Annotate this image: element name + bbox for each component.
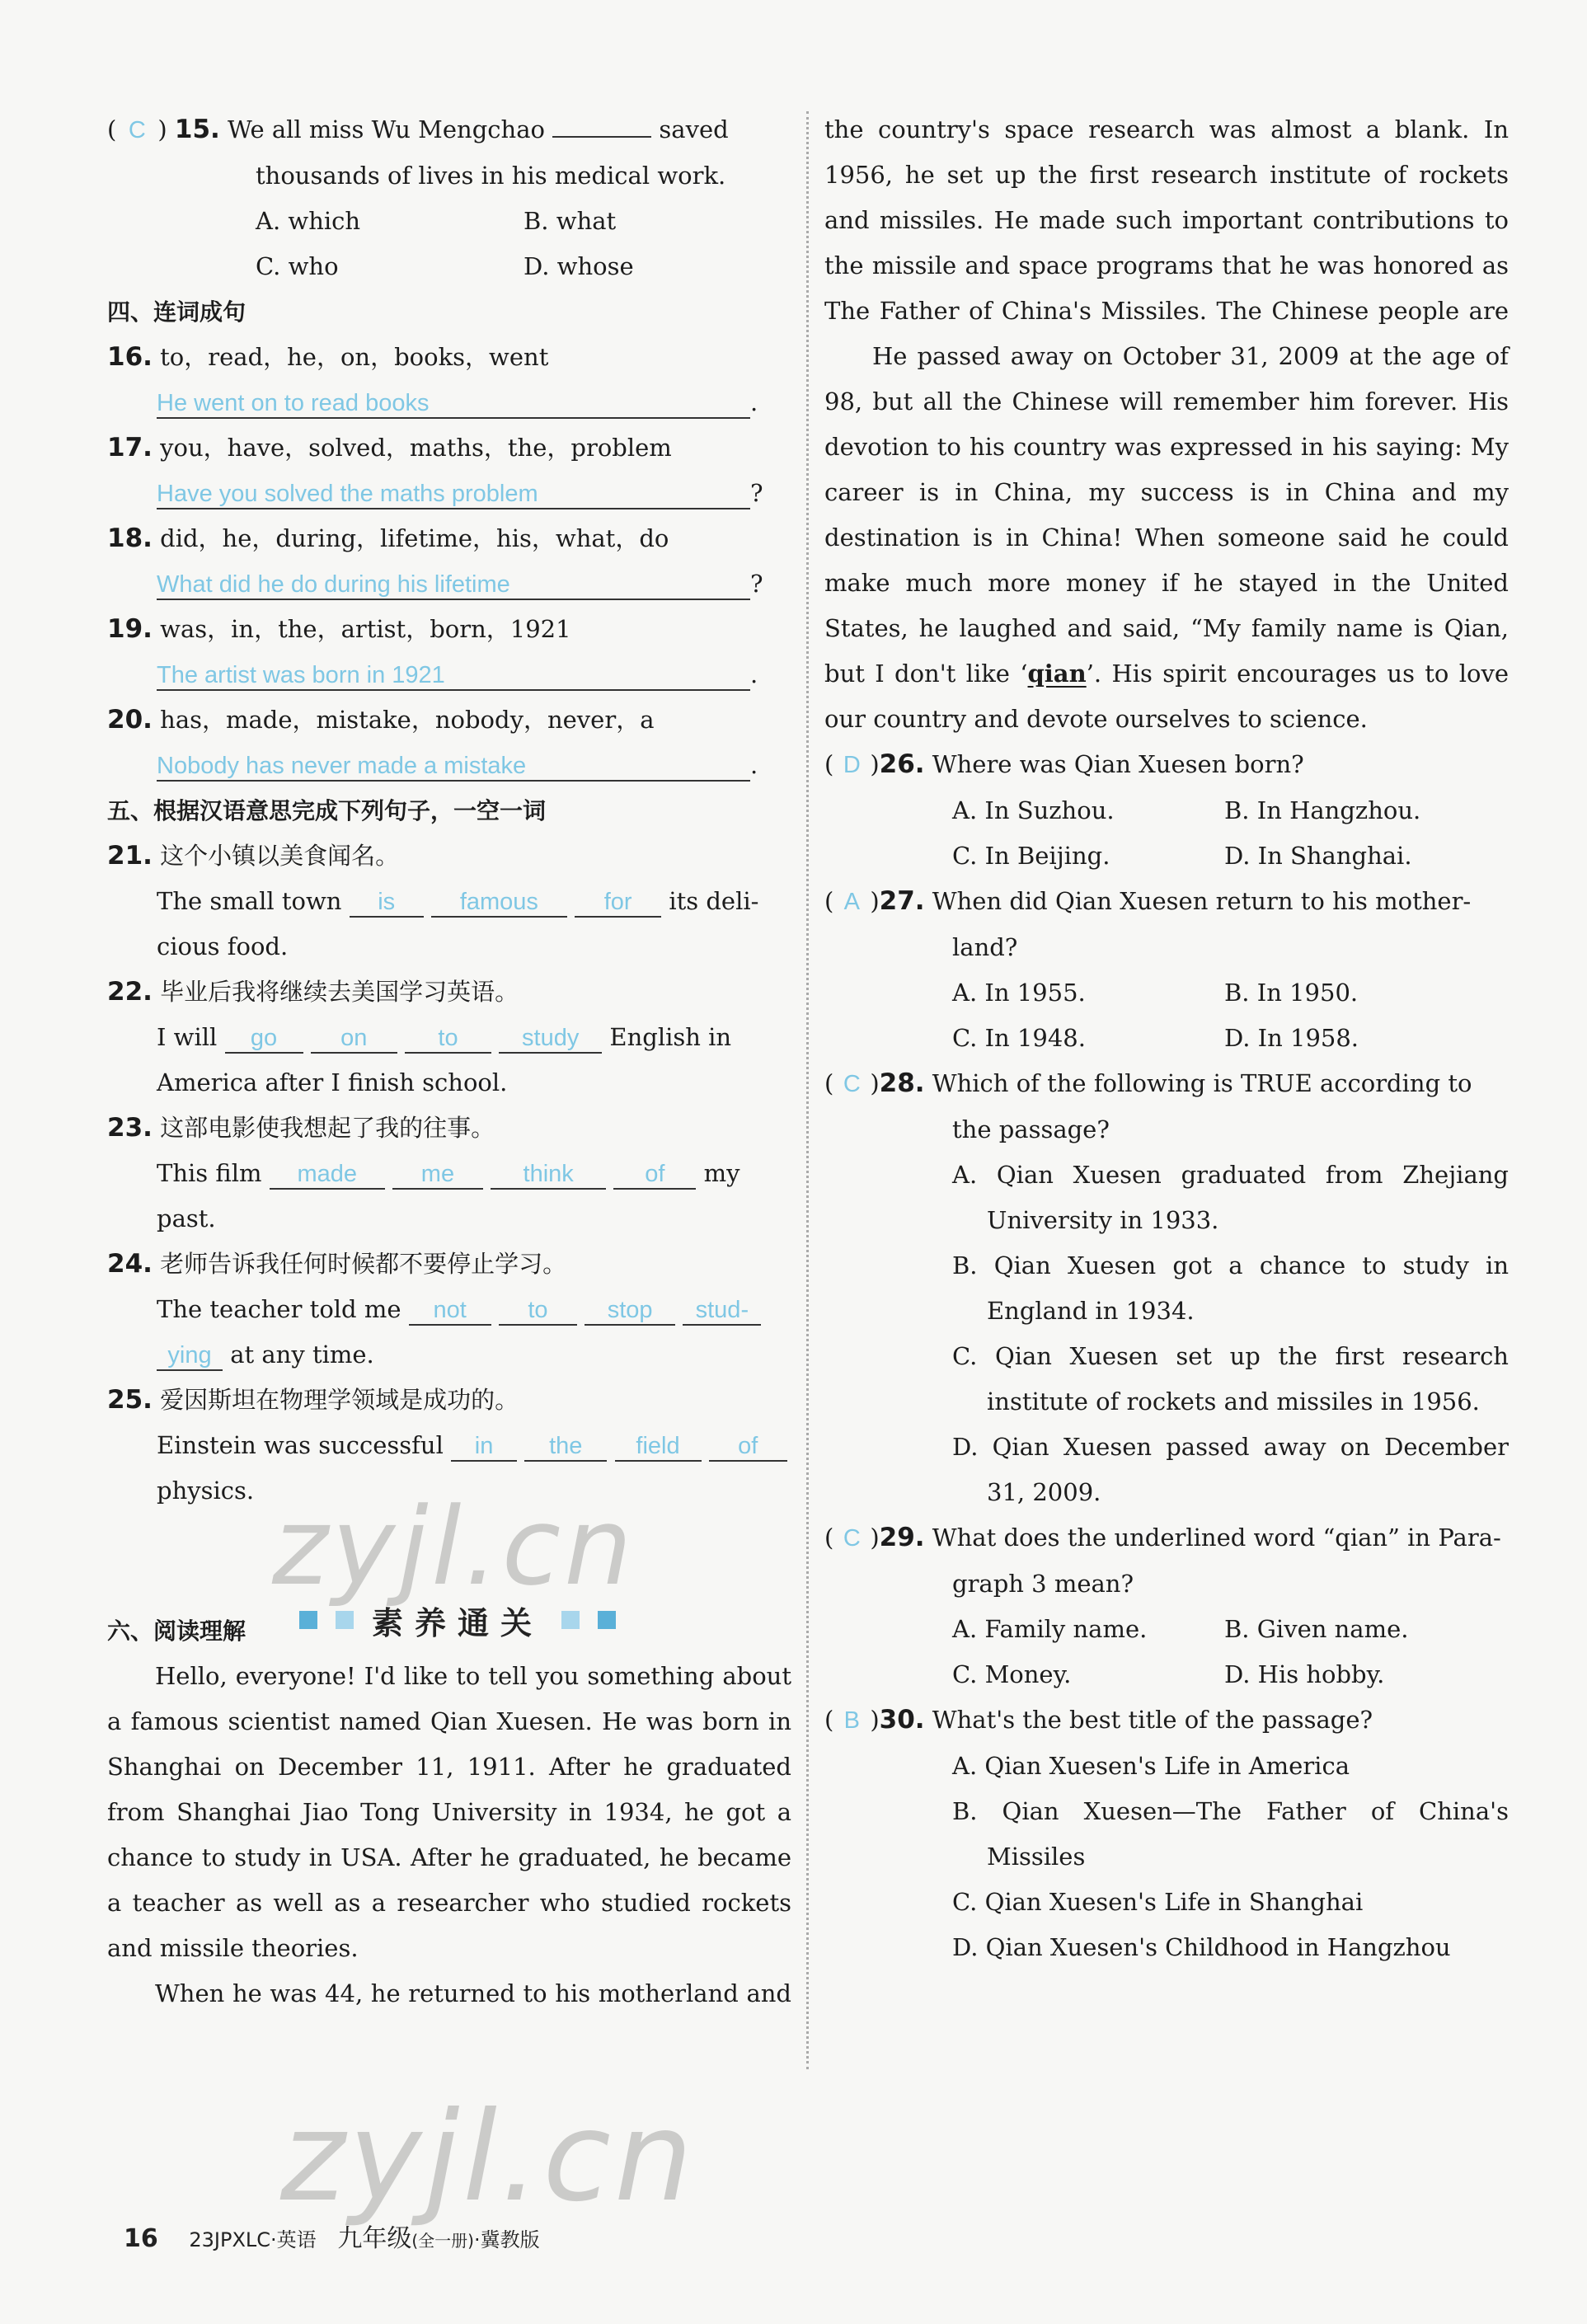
option[interactable]: C. In 1948. bbox=[952, 1024, 1086, 1052]
answer-15: C bbox=[128, 117, 146, 143]
question-19: 19. was，in，the，artist，born，1921 bbox=[107, 614, 571, 644]
answer-blank[interactable]: of bbox=[613, 1160, 696, 1190]
answer-blank[interactable]: to bbox=[499, 1296, 577, 1326]
answer-line-20: Nobody has never made a mistake . bbox=[107, 743, 791, 788]
answer-blank[interactable]: think bbox=[491, 1160, 606, 1190]
banner-square-icon bbox=[336, 1611, 354, 1629]
options-15b bbox=[107, 244, 791, 289]
banner-square-icon bbox=[598, 1611, 616, 1629]
options-26b bbox=[824, 833, 1509, 879]
underlined-word: qian bbox=[1027, 660, 1087, 688]
option[interactable]: D. In Shanghai. bbox=[1224, 842, 1412, 870]
question-23: 23. 这部电影使我想起了我的往事。 bbox=[107, 1113, 495, 1143]
question-29: ( C )29. What does the underlined word “qian” in Para- bbox=[824, 1515, 1509, 1561]
option[interactable]: A. Family name. bbox=[952, 1615, 1148, 1643]
answer-19[interactable]: The artist was born in 1921 bbox=[157, 661, 750, 691]
question-28: ( C )28. Which of the following is TRUE according to bbox=[824, 1061, 1509, 1107]
option[interactable]: C. Qian Xuesen set up the first research institute of rockets and missiles in 1956. bbox=[952, 1342, 1509, 1416]
answer-blank[interactable]: in bbox=[451, 1432, 517, 1462]
question-22-cont: America after I finish school. bbox=[157, 1068, 508, 1096]
section-banner bbox=[239, 1591, 676, 1649]
answer-blank[interactable]: made bbox=[270, 1160, 385, 1190]
option[interactable]: C. who bbox=[256, 252, 339, 280]
answer-blank[interactable]: field bbox=[615, 1432, 702, 1462]
question-27: ( A )27. When did Qian Xuesen return to his mother- bbox=[824, 879, 1509, 925]
question-25-cont: physics. bbox=[157, 1477, 255, 1505]
answer-18[interactable]: What did he do during his lifetime bbox=[157, 570, 750, 600]
option[interactable]: D. whose bbox=[524, 252, 634, 280]
passage-paragraph-2-cont bbox=[824, 107, 1509, 334]
passage-paragraph-1: Hello, everyone! I'd like to tell you something about a famous scientist named Qian Xuesen. He was born in Shanghai on December 11, 1911. After he graduated from Shanghai Jiao Tong University in 1934, he got a chance to study in USA. After he graduated, he became a teacher as well as a researcher who studied rockets and missile theories. bbox=[107, 1662, 791, 1962]
answer-17[interactable]: Have you solved the maths problem bbox=[157, 480, 750, 509]
column-divider bbox=[806, 111, 809, 2069]
option[interactable]: C. Money. bbox=[952, 1660, 1072, 1688]
question-24-cont: ying at any time. bbox=[107, 1332, 791, 1378]
answer-line-18: What did he do during his lifetime ? bbox=[107, 561, 791, 607]
answer-line-17: Have you solved the maths problem ? bbox=[107, 471, 791, 516]
answer-blank[interactable]: stop bbox=[585, 1296, 675, 1326]
option[interactable]: B. what bbox=[524, 207, 617, 235]
question-18: 18. did，he，during，lifetime，his，what，do bbox=[107, 523, 669, 553]
options-15 bbox=[107, 199, 791, 244]
passage-paragraph-2-text: the country's space research was almost a blank. In 1956, he set up the first research institute of rockets and missiles. He made such important contributions to the missile and space programs that he was honored as The Father of China's Missiles. The Chinese people are bbox=[824, 115, 1509, 325]
option[interactable]: C. Qian Xuesen's Life in Shanghai bbox=[952, 1888, 1364, 1916]
answer-blank[interactable]: ying bbox=[157, 1341, 223, 1371]
question-21: 21. 这个小镇以美食闻名。 bbox=[107, 841, 400, 871]
answer-30: B bbox=[843, 1707, 860, 1734]
answer-blank[interactable]: for bbox=[575, 888, 661, 918]
question-28-cont: the passage? bbox=[952, 1115, 1110, 1143]
answer-blank[interactable]: stud- bbox=[683, 1296, 761, 1326]
banner-title: 素养通关 bbox=[371, 1604, 543, 1641]
options-26 bbox=[824, 788, 1509, 833]
question-30: ( B )30. What's the best title of the passage? bbox=[824, 1697, 1509, 1744]
question-20: 20. has，made，mistake，nobody，never，a bbox=[107, 705, 655, 735]
banner-square-icon bbox=[299, 1611, 317, 1629]
option[interactable]: B. In Hangzhou. bbox=[1224, 796, 1421, 824]
answer-blank[interactable]: not bbox=[409, 1296, 491, 1326]
question-21-en: The small town is famous for its deli- bbox=[107, 879, 791, 924]
grade-label: 九年级 bbox=[337, 2224, 412, 2253]
question-22-en: I will go on to study English in bbox=[107, 1015, 791, 1060]
question-23-cont: past. bbox=[157, 1204, 216, 1232]
page-footer bbox=[124, 2218, 540, 2254]
question-16: 16. to，read，he，on，books，went bbox=[107, 342, 549, 372]
question-25: 25. 爱因斯坦在物理学领域是成功的。 bbox=[107, 1385, 519, 1415]
edition-label: ·冀教版 bbox=[473, 2228, 540, 2251]
question-26: ( D )26. Where was Qian Xuesen born? bbox=[824, 742, 1509, 788]
answer-blank[interactable]: famous bbox=[431, 888, 567, 918]
question-17: 17. you，have，solved，maths，the，problem bbox=[107, 433, 672, 462]
options-27b bbox=[824, 1016, 1509, 1061]
option[interactable]: A. Qian Xuesen graduated from Zhejiang University in 1933. bbox=[952, 1161, 1509, 1234]
option[interactable]: D. Qian Xuesen passed away on December 31, 2009. bbox=[952, 1433, 1509, 1506]
option[interactable]: A. Qian Xuesen's Life in America bbox=[952, 1752, 1350, 1780]
answer-blank[interactable]: study bbox=[499, 1024, 602, 1054]
section-6-heading: 六、阅读理解 bbox=[107, 1617, 247, 1645]
option[interactable]: B. In 1950. bbox=[1224, 979, 1359, 1007]
options-27 bbox=[824, 970, 1509, 1016]
option[interactable]: B. Qian Xuesen got a chance to study in England in 1934. bbox=[952, 1251, 1509, 1325]
answer-16[interactable]: He went on to read books bbox=[157, 389, 750, 419]
page-number: 16 bbox=[124, 2224, 158, 2253]
option[interactable]: D. Qian Xuesen's Childhood in Hangzhou bbox=[952, 1933, 1451, 1961]
question-23-en: This film made me think of my bbox=[107, 1151, 791, 1196]
answer-29: C bbox=[843, 1525, 861, 1552]
options-29 bbox=[824, 1607, 1509, 1652]
question-25-en: Einstein was successful in the field of bbox=[107, 1423, 791, 1468]
answer-blank[interactable]: the bbox=[524, 1432, 607, 1462]
question-24-en: The teacher told me not to stop stud- bbox=[107, 1287, 791, 1332]
answer-blank[interactable]: of bbox=[709, 1432, 787, 1462]
option[interactable]: A. which bbox=[256, 207, 361, 235]
question-27-cont: land? bbox=[952, 933, 1018, 961]
answer-line-19: The artist was born in 1921 . bbox=[107, 652, 791, 697]
question-15-cont: thousands of lives in his medical work. bbox=[256, 162, 726, 190]
options-29b bbox=[824, 1652, 1509, 1697]
answer-26: D bbox=[843, 752, 861, 778]
answer-blank[interactable]: is bbox=[350, 888, 424, 918]
section-5-heading: 五、根据汉语意思完成下列句子，一空一词 bbox=[107, 797, 547, 824]
option[interactable]: C. In Beijing. bbox=[952, 842, 1110, 870]
volume-label: (全一册) bbox=[411, 2231, 474, 2251]
option[interactable]: A. In Suzhou. bbox=[952, 796, 1115, 824]
watermark-logo: zyjl.cn bbox=[272, 1484, 636, 1609]
question-29-cont: graph 3 mean? bbox=[952, 1570, 1134, 1598]
answer-line-16: He went on to read books . bbox=[107, 380, 791, 425]
question-24: 24. 老师告诉我任何时候都不要停止学习。 bbox=[107, 1249, 567, 1279]
option[interactable]: D. His hobby. bbox=[1224, 1660, 1385, 1688]
answer-20[interactable]: Nobody has never made a mistake bbox=[157, 752, 750, 782]
question-22: 22. 毕业后我将继续去美国学习英语。 bbox=[107, 977, 519, 1007]
answer-blank[interactable]: me bbox=[392, 1160, 483, 1190]
section-4-heading: 四、连词成句 bbox=[107, 298, 247, 326]
right-column bbox=[824, 107, 1509, 1970]
answer-28: C bbox=[843, 1071, 861, 1097]
watermark-logo: zyjl.cn bbox=[280, 2086, 697, 2229]
answer-blank[interactable]: go bbox=[225, 1024, 303, 1054]
left-column bbox=[107, 107, 791, 2016]
option[interactable]: B. Given name. bbox=[1224, 1615, 1409, 1643]
banner-square-icon bbox=[561, 1611, 580, 1629]
passage-paragraph-2: When he was 44, he returned to his motherland and bbox=[155, 1979, 791, 2007]
option[interactable]: B. Qian Xuesen—The Father of China's Missiles bbox=[952, 1797, 1509, 1871]
passage-paragraph-3: He passed away on October 31, 2009 at the age of 98, but all the Chinese will remember him forever. His devotion to his country was expressed in his saying: My career is in China, my success is in China and my destination is in China! When someone said he could make much more money if he stayed in the United States, he laughed and said, “My family name is Qian, but I don't like ‘qian’. His spirit encourages us to love our country and devote ourselves to science. bbox=[824, 342, 1509, 733]
answer-27: A bbox=[843, 889, 860, 915]
blank[interactable] bbox=[552, 136, 651, 138]
book-code: 23JPXLC·英语 bbox=[189, 2228, 317, 2251]
question-15: ( C ) 15. We all miss Wu Mengchao saved bbox=[107, 107, 791, 153]
question-21-cont: cious food. bbox=[157, 932, 289, 960]
option[interactable]: D. In 1958. bbox=[1224, 1024, 1359, 1052]
answer-blank[interactable]: on bbox=[311, 1024, 397, 1054]
answer-blank[interactable]: to bbox=[405, 1024, 491, 1054]
option[interactable]: A. In 1955. bbox=[952, 979, 1086, 1007]
